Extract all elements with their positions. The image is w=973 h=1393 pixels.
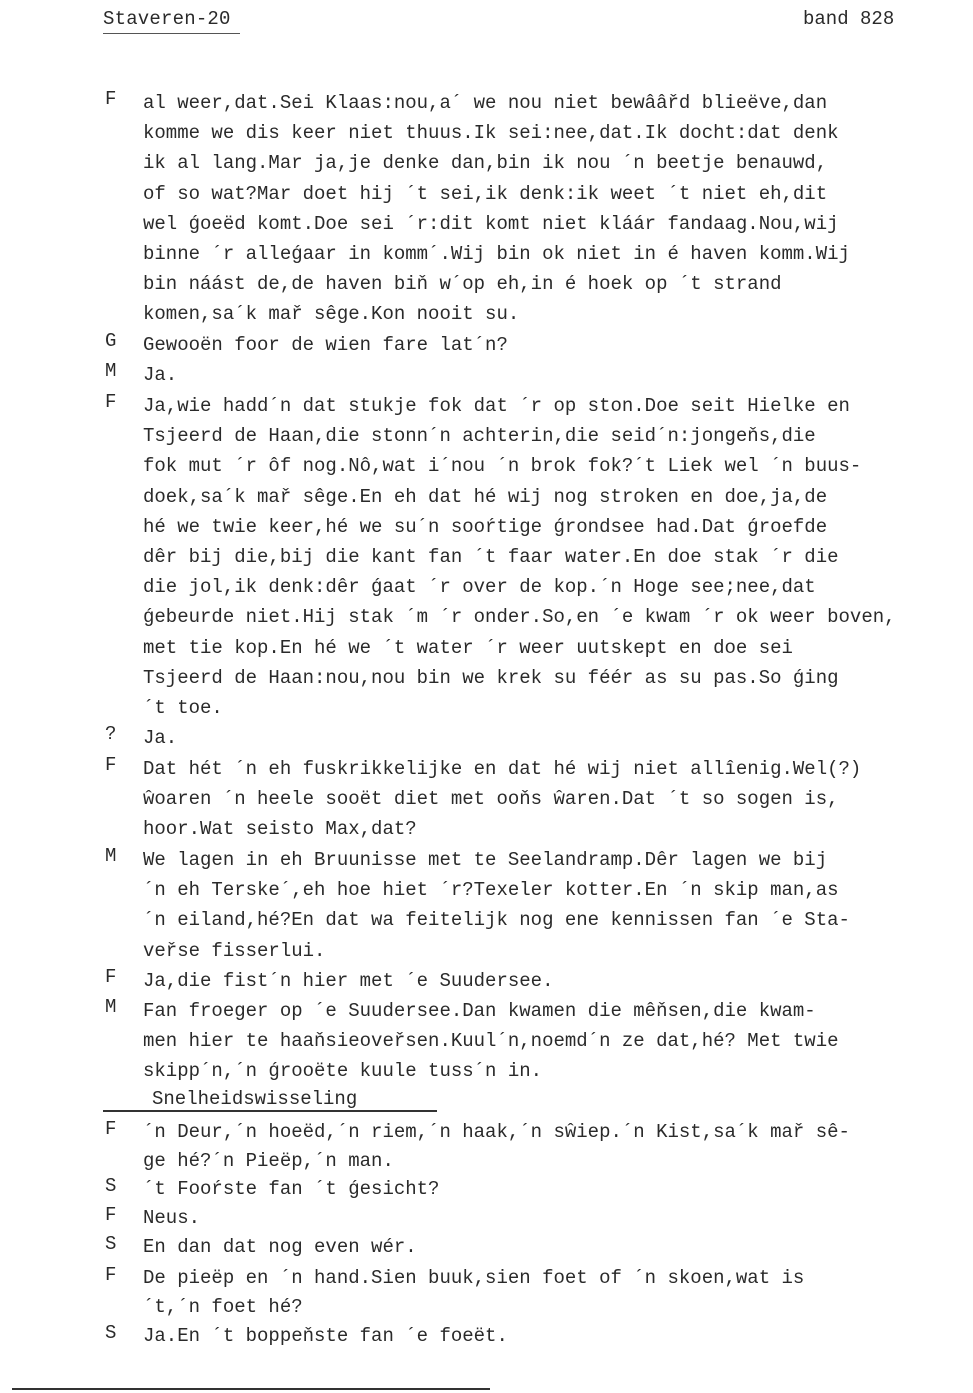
header-band-number: band 828 — [803, 8, 895, 30]
speaker-label: S — [105, 1322, 117, 1344]
bottom-rule — [12, 1388, 490, 1390]
header-location: Staveren-20 — [103, 8, 231, 30]
turn-text — [143, 360, 953, 390]
speaker-label: G — [105, 330, 117, 352]
speaker-label: F — [105, 88, 117, 110]
text-line: bin náást de,de haven biň w´op eh,in é hoek op ´t strand — [143, 273, 782, 296]
text-line: En dan dat nog even wér. — [143, 1236, 417, 1258]
text-line: dêr bij die,bij die kant fan ´t faar water.En doe stak ´r die — [143, 545, 839, 568]
turn-text — [143, 1118, 953, 1176]
speaker-label: ? — [105, 723, 117, 745]
text-line: al weer,dat.Sei Klaas:nou,a´ we nou niet bewââřd blieëve,dan — [143, 92, 828, 114]
speaker-label: S — [105, 1233, 117, 1255]
section-rule — [103, 1110, 437, 1112]
text-line: ´n Deur,´n hoeëd,´n riem,´n haak,´n sŵiep.´n Kist,sa´k mař sê- — [143, 1121, 850, 1143]
header-underline — [103, 33, 240, 34]
text-line: wel ǵoeëd komt.Doe sei ´r:dit komt niet kláár fandaag.Nou,wij — [143, 212, 839, 235]
turn-text — [143, 1175, 953, 1204]
text-line: Dat hét ´n eh fuskrikkelijke en dat hé wij niet allîenig.Wel(?) — [143, 758, 862, 780]
text-line: binne ´r alleǵaar in komm´.Wij bin ok niet in é haven komm.Wij — [143, 242, 850, 265]
text-line: Ja. — [143, 727, 178, 749]
text-line: ik al lang.Mar ja,je denke dan,bin ik nou ´n beetje benauwd, — [143, 152, 828, 175]
text-line: Tsjeerd de Haan:nou,nou bin we krek su féér as su pas.So ǵing — [143, 666, 839, 689]
turn-text — [143, 723, 953, 753]
text-line: ǵebeurde niet.Hij stak ´m ´r onder.So,en ´e kwam ´r ok weer boven, — [143, 606, 896, 629]
text-line: ´t,´n foet hé? — [143, 1296, 303, 1318]
text-line: komme we dis keer niet thuus.Ik sei:nee,dat.Ik docht:dat denk — [143, 122, 839, 145]
turn-text — [143, 88, 953, 330]
text-line: Neus. — [143, 1207, 201, 1229]
text-line: Ja. — [143, 364, 178, 386]
speaker-label: M — [105, 996, 117, 1018]
text-line: met tie kop.En hé we ´t water ´r weer uutskept en doe sei — [143, 636, 793, 659]
speaker-label: F — [105, 391, 117, 413]
speaker-label: S — [105, 1175, 117, 1197]
text-line: ´t toe. — [143, 696, 223, 719]
text-line: die jol,ik denk:dêr ǵaat ´r over de kop.´n Hoge see;nee,dat — [143, 576, 816, 599]
speaker-label: F — [105, 1264, 117, 1286]
text-line: veřse fisserlui. — [143, 939, 326, 962]
turn-text — [143, 1264, 953, 1322]
text-line: Tsjeerd de Haan,die stonn´n achterin,die seid´n:jongeňs,die — [143, 425, 816, 448]
turn-text — [143, 845, 953, 966]
turn-text — [143, 966, 953, 996]
text-line: Ja,wie hadd´n dat stukje fok dat ´r op ston.Doe seit Hielke en — [143, 395, 850, 417]
text-line: Ja.En ´t boppeňste fan ´e foeët. — [143, 1325, 508, 1347]
turn-text — [143, 1233, 953, 1262]
text-line: Fan froeger op ´e Suudersee.Dan kwamen die mêňsen,die kwam- — [143, 1000, 816, 1022]
speaker-label: M — [105, 845, 117, 867]
speaker-label: F — [105, 754, 117, 776]
text-line: doek,sa´k mař sêge.En eh dat hé wij nog stroken en doe,ja,de — [143, 485, 828, 508]
text-line: fok mut ´r ôf nog.Nô,wat i´nou ´n brok fok?´t Liek wel ´n buus- — [143, 455, 862, 478]
text-line: ´n eiland,hé?En dat wa feitelijk nog ene kennissen fan ´e Sta- — [143, 909, 850, 932]
text-line: De pieëp en ´n hand.Sien buuk,sien foet of ´n skoen,wat is — [143, 1267, 805, 1289]
text-line: hoor.Wat seisto Max,dat? — [143, 818, 417, 841]
turn-text — [143, 330, 953, 360]
text-line: men hier te haaňsieoveřsen.Kuul´n,noemd´n ze dat,hé? Met twie — [143, 1030, 839, 1053]
turn-text — [143, 1322, 953, 1351]
turn-text — [143, 996, 953, 1087]
text-line: ŵoaren ´n heele sooët diet met ooňs ŵaren.Dat ´t so sogen is, — [143, 788, 839, 811]
speaker-label: M — [105, 360, 117, 382]
section-heading: Snelheidswisseling — [152, 1088, 358, 1110]
text-line: ´t Fooŕste fan ´t ǵesicht? — [143, 1178, 440, 1200]
text-line: komen,sa´k mař sêge.Kon nooit su. — [143, 303, 520, 326]
speaker-label: F — [105, 1118, 117, 1140]
text-line: of so wat?Mar doet hij ´t sei,ik denk:ik weet ´t niet eh,dit — [143, 182, 828, 205]
text-line: ´n eh Terske´,eh hoe hiet ´r?Texeler kotter.En ´n skip man,as — [143, 879, 839, 902]
speaker-label: F — [105, 966, 117, 988]
turn-text — [143, 391, 953, 723]
text-line: Ja,die fist´n hier met ´e Suudersee. — [143, 970, 554, 992]
text-line: ge hé?´n Pieëp,´n man. — [143, 1150, 394, 1172]
text-line: Gewooën foor de wien fare lat´n? — [143, 334, 508, 356]
speaker-label: F — [105, 1204, 117, 1226]
text-line: hé we twie keer,hé we su´n sooŕtige ǵrondsee had.Dat ǵroefde — [143, 515, 828, 538]
text-line: We lagen in eh Bruunisse met te Seelandramp.Dêr lagen we bij — [143, 849, 828, 871]
text-line: skipp´n,´n ǵrooëte kuule tuss´n in. — [143, 1060, 543, 1083]
turn-text — [143, 754, 953, 845]
turn-text — [143, 1204, 953, 1233]
